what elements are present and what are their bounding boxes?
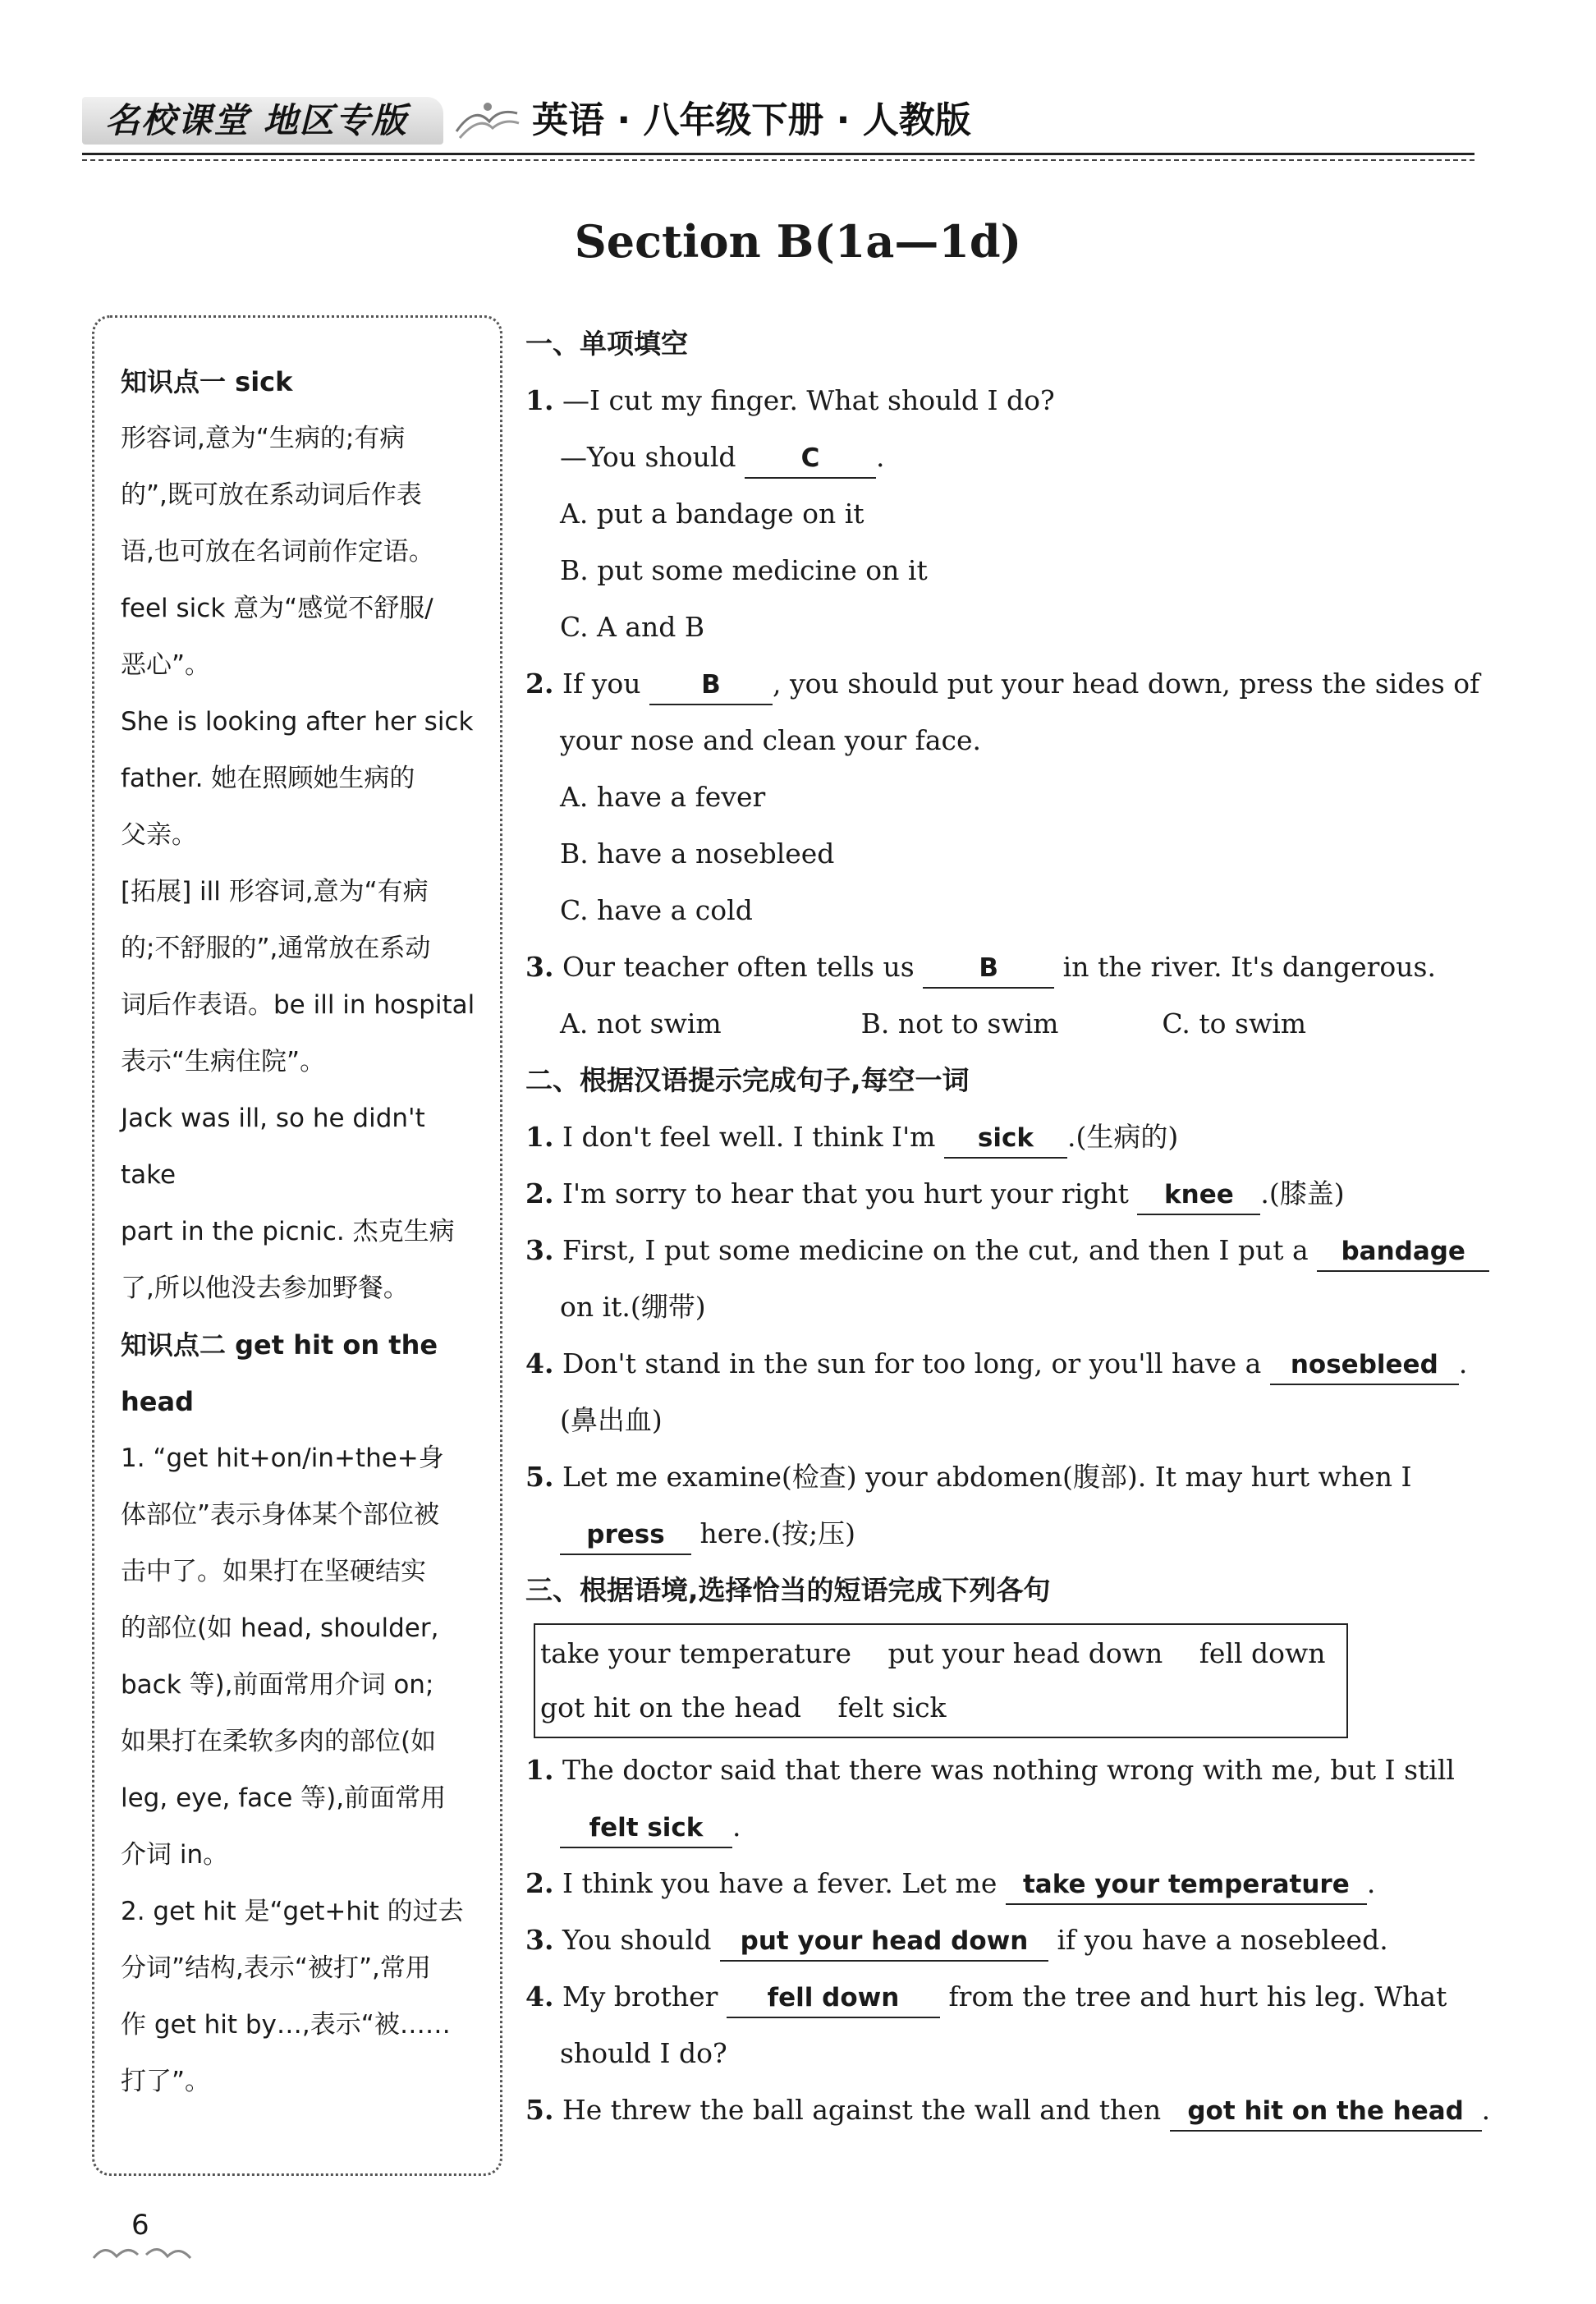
answer-blank[interactable]: sick	[944, 1119, 1067, 1159]
section-2-heading: 二、根据汉语提示完成句子,每空一词	[525, 1064, 970, 1096]
question-number: 2.	[525, 1867, 554, 1899]
question-number: 2.	[525, 1177, 554, 1209]
sidebar-line: 语,也可放在名词前作定语。	[121, 537, 434, 567]
section-3-heading: 三、根据语境,选择恰当的短语完成下列各句	[525, 1574, 1051, 1606]
answer-blank[interactable]: put your head down	[720, 1922, 1048, 1962]
knowledge-point-2-title-cont: head	[121, 1386, 194, 1417]
question-line	[525, 429, 1511, 485]
sidebar-line: 体部位”表示身体某个部位被	[121, 1500, 440, 1530]
question-number: 3.	[525, 951, 554, 983]
question-number: 1.	[525, 384, 554, 416]
question	[525, 1335, 1511, 1392]
question-text: I don't feel well. I think I'm	[562, 1121, 936, 1153]
question-number: 5.	[525, 1461, 554, 1493]
answer-blank[interactable]: knee	[1137, 1176, 1260, 1215]
question-line: on it.(绷带)	[560, 1291, 706, 1323]
answer-blank[interactable]: press	[560, 1516, 691, 1555]
question-text: The doctor said that there was nothing wrong with me, but I still	[562, 1754, 1455, 1786]
phrase: fell down	[1199, 1637, 1326, 1669]
question-text: .	[1481, 2094, 1491, 2126]
sidebar-line: 了,所以他没去参加野餐。	[121, 1274, 409, 1303]
page-number: 6	[131, 2209, 149, 2242]
sidebar-line: 分词”结构,表示“被打”,常用	[121, 1953, 431, 1983]
header-brand: 名校课堂 地区专版	[82, 97, 443, 145]
sidebar-line: 如果打在柔软多肉的部位(如	[121, 1727, 437, 1756]
sidebar-line: 的”,既可放在系动词后作表	[121, 480, 422, 510]
question-text: .	[732, 1811, 741, 1843]
sidebar-line: back 等),前面常用介词 on;	[121, 1670, 434, 1700]
question-text: My brother	[562, 1980, 718, 2013]
question-text: First, I put some medicine on the cut, and then I put a	[562, 1234, 1309, 1266]
option: A. not swim	[560, 1007, 722, 1040]
question	[525, 1108, 1511, 1165]
answer-blank[interactable]: bandage	[1317, 1232, 1489, 1272]
option: B. have a nosebleed	[560, 838, 835, 870]
question-text: .	[876, 441, 885, 473]
question	[525, 1855, 1511, 1912]
question	[525, 1222, 1511, 1278]
question-text: You should	[562, 1924, 712, 1956]
question	[525, 1912, 1511, 1968]
phrase-row	[540, 1681, 1341, 1735]
sidebar-line: feel sick 意为“感觉不舒服/	[121, 594, 433, 623]
question-line: your nose and clean your face.	[560, 724, 982, 756]
option: A. put a bandage on it	[560, 498, 864, 530]
phrase: felt sick	[837, 1691, 947, 1723]
page-title: Section B(1a—1d)	[574, 215, 1022, 268]
option: B. not to swim	[860, 1007, 1059, 1040]
answer-blank[interactable]: felt sick	[560, 1809, 732, 1848]
sidebar-line: She is looking after her sick	[121, 707, 474, 737]
answer-blank[interactable]: take your temperature	[1006, 1866, 1367, 1905]
question	[525, 1968, 1511, 2025]
option-row	[525, 995, 1463, 1052]
sidebar-line: 的;不舒服的”,通常放在系动	[121, 934, 431, 963]
question-line	[525, 1505, 1511, 1562]
header-book-title: 英语 · 八年级下册 · 人教版	[532, 99, 971, 141]
question-text: here.(按;压)	[699, 1517, 855, 1549]
option: C. have a cold	[560, 894, 753, 926]
question-text: .	[1366, 1867, 1376, 1899]
question-text: I'm sorry to hear that you hurt your right	[562, 1177, 1129, 1209]
sidebar-line: 2. get hit 是“get+hit 的过去	[121, 1897, 464, 1926]
sidebar-line: 的部位(如 head, shoulder,	[121, 1613, 439, 1643]
sidebar-line: 形容词,意为“生病的;有病	[121, 424, 406, 453]
exercise-column	[525, 315, 1511, 2138]
option: C. A and B	[560, 611, 705, 643]
question	[525, 1448, 1511, 1505]
question-number: 2.	[525, 668, 554, 700]
sidebar-line: part in the picnic. 杰克生病	[121, 1217, 455, 1246]
sidebar-line: 表示“生病住院”。	[121, 1047, 326, 1076]
sidebar-line: Jack was ill, so he didn't take	[121, 1104, 425, 1190]
question	[525, 2081, 1511, 2138]
sidebar-line: 打了”。	[121, 2067, 211, 2096]
sidebar-line: 父亲。	[121, 820, 197, 850]
question-text: from the tree and hurt his leg. What	[948, 1980, 1447, 2013]
knowledge-sidebar	[92, 315, 502, 2176]
question-number: 1.	[525, 1121, 554, 1153]
question	[525, 1165, 1511, 1222]
question-text: .(生病的)	[1066, 1121, 1179, 1153]
question-text: , you should put your head down, press the sides of	[772, 668, 1480, 700]
phrase: got hit on the head	[540, 1691, 802, 1723]
question-text: If you	[562, 668, 641, 700]
answer-blank[interactable]: B	[649, 666, 773, 705]
question-text: —I cut my finger. What should I do?	[562, 384, 1055, 416]
header-divider-dashed	[82, 159, 1474, 161]
sidebar-line: father. 她在照顾她生病的	[121, 764, 415, 793]
question-line: (鼻出血)	[560, 1404, 663, 1436]
question	[525, 939, 1511, 995]
answer-blank[interactable]: B	[923, 949, 1054, 989]
option: B. put some medicine on it	[560, 554, 928, 586]
phrase-row	[540, 1627, 1341, 1681]
question-line: should I do?	[560, 2037, 727, 2069]
sidebar-line: 词后作表语。be ill in hospital	[121, 990, 475, 1020]
question-line	[525, 1798, 1511, 1855]
footer-ornament-icon	[89, 2235, 195, 2268]
question-text: in the river. It's dangerous.	[1062, 951, 1436, 983]
knowledge-point-2-title: 知识点二 get hit on the	[121, 1329, 438, 1361]
answer-blank[interactable]: fell down	[727, 1979, 940, 2018]
answer-blank[interactable]: nosebleed	[1270, 1346, 1459, 1385]
sidebar-line: 作 get hit by…,表示“被……	[121, 2010, 451, 2040]
phrase: put your head down	[887, 1637, 1163, 1669]
question-text: He threw the ball against the wall and then	[562, 2094, 1162, 2126]
question	[525, 1742, 1511, 1798]
question-text: .	[1458, 1347, 1468, 1379]
sidebar-line: 恶心”。	[121, 650, 211, 680]
question-number: 1.	[525, 1754, 554, 1786]
question-text: Don't stand in the sun for too long, or you'll have a	[562, 1347, 1262, 1379]
question-text: —You should	[560, 441, 736, 473]
question-number: 3.	[525, 1234, 554, 1266]
question-text: if you have a nosebleed.	[1057, 1924, 1388, 1956]
answer-blank[interactable]: got hit on the head	[1170, 2092, 1482, 2132]
question-number: 4.	[525, 1347, 554, 1379]
answer-blank[interactable]: C	[745, 439, 876, 479]
option: A. have a fever	[560, 781, 766, 813]
question-text: .(膝盖)	[1260, 1177, 1345, 1209]
phrase-box	[534, 1623, 1348, 1738]
section-1-heading: 一、单项填空	[525, 328, 688, 360]
question-number: 5.	[525, 2094, 554, 2126]
phrase: take your temperature	[540, 1637, 851, 1669]
question	[525, 655, 1511, 712]
sidebar-line: leg, eye, face 等),前面常用	[121, 1783, 447, 1813]
question	[525, 372, 1511, 429]
header-ornament-icon	[450, 97, 524, 146]
header-divider	[82, 153, 1474, 155]
sidebar-line: 介词 in。	[121, 1840, 229, 1870]
question-number: 4.	[525, 1980, 554, 2013]
sidebar-line: [拓展] ill 形容词,意为“有病	[121, 877, 429, 906]
option: C. to swim	[1162, 1007, 1307, 1040]
sidebar-line: 1. “get hit+on/in+the+身	[121, 1443, 444, 1473]
question-text: Let me examine(检查) your abdomen(腹部). It may hurt when I	[562, 1461, 1412, 1493]
question-text: I think you have a fever. Let me	[562, 1867, 998, 1899]
question-text: Our teacher often tells us	[562, 951, 915, 983]
question-number: 3.	[525, 1924, 554, 1956]
sidebar-line: 击中了。如果打在坚硬结实	[121, 1557, 426, 1586]
knowledge-point-1-title: 知识点一 sick	[121, 366, 293, 397]
